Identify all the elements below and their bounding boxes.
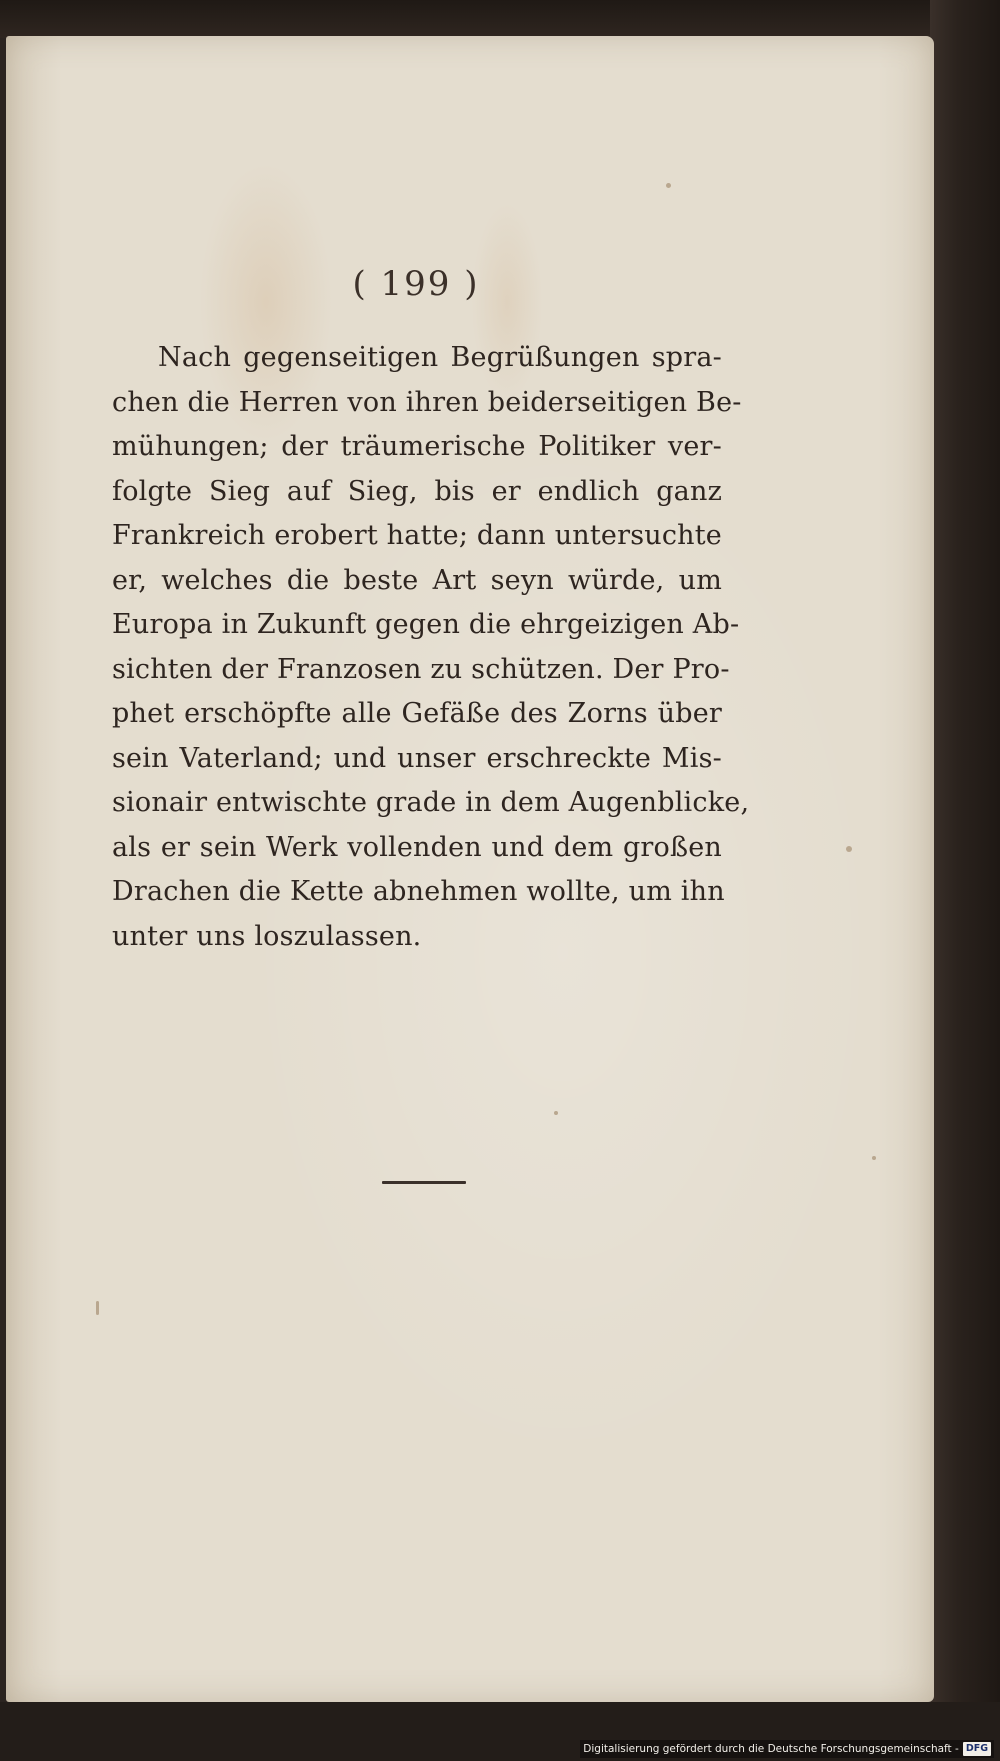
paper-speck xyxy=(554,1111,558,1115)
text-line: Nach gegenseitigen Begrüßungen spra- xyxy=(158,342,722,373)
book-page xyxy=(6,36,934,1702)
text-line: sein Vaterland; und unser erschreckte Mis- xyxy=(112,742,722,774)
paper-speck xyxy=(96,1301,99,1315)
text-line: sionair entwischte grade in dem Augenblicke, xyxy=(112,787,750,818)
text-line: mühungen; der träumerische Politiker ver- xyxy=(112,431,722,462)
text-line: Europa in Zukunft gegen die ehrgeizigen Ab- xyxy=(112,609,740,640)
paper-speck xyxy=(666,183,671,188)
text-line: unter uns loszulassen. xyxy=(112,920,422,952)
text-line: er, welches die beste Art seyn würde, um xyxy=(112,564,722,596)
credit-text: Digitalisierung gefördert durch die Deutsche Forschungsgemeinschaft - xyxy=(583,1743,959,1755)
text-line: Drachen die Kette abnehmen wollte, um ihn xyxy=(112,876,725,907)
text-line: sichten der Franzosen zu schützen. Der Pro- xyxy=(112,653,730,685)
text-line: chen die Herren von ihren beiderseitigen Be- xyxy=(112,386,742,418)
digitization-credit xyxy=(580,1740,994,1758)
text-line: phet erschöpfte alle Gefäße des Zorns über xyxy=(112,698,722,729)
text-line: als er sein Werk vollenden und dem großen xyxy=(112,831,722,863)
book-cover-edge xyxy=(930,0,1000,1740)
page-number: ( 199 ) xyxy=(352,264,480,304)
dfg-logo: DFG xyxy=(963,1742,991,1756)
text-line: folgte Sieg auf Sieg, bis er endlich ganz xyxy=(112,475,722,507)
body-text xyxy=(112,336,750,959)
paper-speck xyxy=(872,1156,876,1160)
paper-speck xyxy=(846,846,852,852)
top-binding-edge xyxy=(0,0,1000,38)
text-line: Frankreich erobert hatte; dann untersuchte xyxy=(112,520,722,551)
end-rule-divider xyxy=(382,1181,466,1184)
